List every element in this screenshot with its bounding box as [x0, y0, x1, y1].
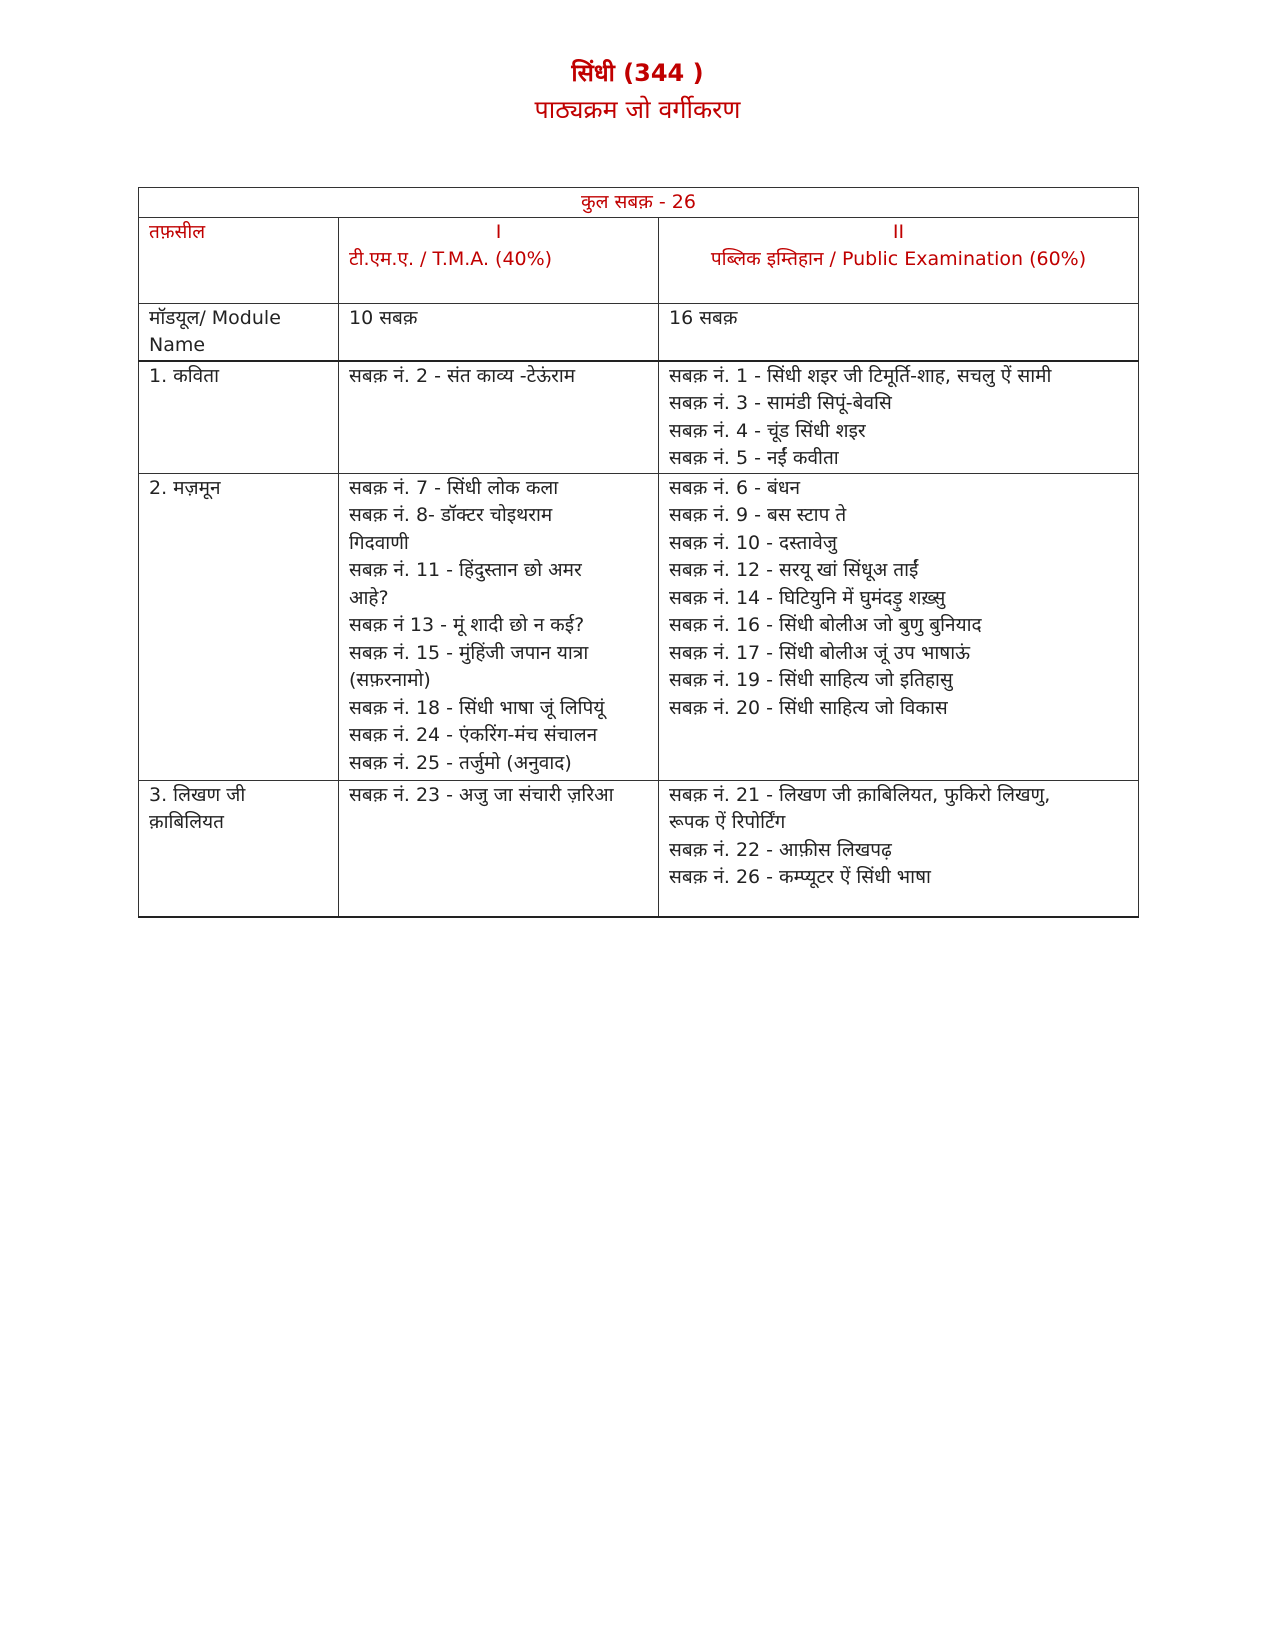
- lesson-line: 1. कविता: [149, 364, 219, 387]
- table-row: [139, 473, 1139, 780]
- public-exam-header-label: पब्लिक इम्तिहान / Public Examination (60%): [710, 248, 1087, 270]
- public-exam-lessons-cell: [659, 780, 1139, 917]
- tma-lessons-cell: [339, 361, 659, 474]
- lesson-line: सबक़ नं. 10 - दस्तावेजु: [669, 531, 837, 554]
- lesson-line: क़ाबिलियत: [149, 811, 224, 833]
- detail-header-cell: तफ़सील: [139, 217, 339, 303]
- syllabus-table: [138, 187, 1139, 918]
- table-row: [139, 780, 1139, 917]
- tma-lessons-cell: [339, 473, 659, 780]
- page-title: सिंधी (344 ): [571, 59, 704, 87]
- lesson-line: सबक़ नं. 14 - घिटियुनि में घुमंदड़ु शख़्सु: [669, 586, 946, 609]
- lesson-line: सबक़ नं. 24 - एंकरिंग-मंच संचालन: [349, 724, 598, 746]
- module-name-label-cell: [139, 303, 339, 361]
- lesson-line: रूपक ऐं रिपोर्टिंग: [669, 811, 786, 833]
- lesson-line: (सफ़रनामो): [349, 669, 431, 691]
- tma-lessons-cell: [339, 780, 659, 917]
- tma-header-cell: [339, 217, 659, 303]
- module-cell: [139, 361, 339, 474]
- total-lessons-row: [139, 188, 1139, 218]
- lesson-line: सबक़ नं. 19 - सिंधी साहित्य जो इतिहासु: [669, 669, 953, 691]
- lesson-line: सबक़ नं. 7 - सिंधी लोक कला: [349, 476, 559, 499]
- table-row: [139, 361, 1139, 474]
- table-header-row: [139, 217, 1139, 303]
- lesson-line: आहे?: [349, 586, 389, 609]
- lesson-line: 3. लिखण जी: [149, 783, 246, 806]
- total-lessons-cell: कुल सबक़ - 26: [139, 188, 1139, 218]
- lesson-line: सबक़ नं. 22 - आफ़ीस लिखपढ़: [669, 838, 892, 861]
- module-name-row: [139, 303, 1139, 361]
- page-subtitle: पाठ्यक्रम जो वर्गीकरण: [534, 95, 741, 124]
- lesson-line: सबक़ नं. 23 - अजु जा संचारी ज़रिआ: [349, 783, 614, 806]
- tma-roman-numeral: I: [495, 220, 502, 243]
- public-lesson-count: 16 सबक़: [659, 303, 1139, 361]
- lesson-line: गिदवाणी: [349, 531, 409, 554]
- lesson-line: सबक़ नं. 25 - तर्जुमो (अनुवाद): [349, 751, 572, 774]
- lesson-line: सबक़ नं. 26 - कम्प्यूटर ऐं सिंधी भाषा: [669, 866, 931, 888]
- lesson-line: सबक़ नं. 3 - सामंडी सिपूं-बेवसि: [669, 392, 892, 414]
- tma-header-label: टी.एम.ए. / T.M.A. (40%): [349, 248, 553, 270]
- lesson-line: सबक़ नं. 9 - बस स्टाप ते: [669, 504, 847, 526]
- public-exam-roman-numeral: II: [892, 220, 905, 243]
- public-exam-header-cell: [659, 217, 1139, 303]
- module-label-line: मॉडयूल/ Module: [149, 306, 281, 329]
- lesson-line: सबक़ नं. 18 - सिंधी भाषा जूं लिपियूं: [349, 696, 605, 719]
- lesson-line: सबक़ नं. 1 - सिंधी शइर जी टिमूर्ति-शाह, सचलु ऐं सामी: [669, 364, 1052, 387]
- lesson-line: सबक़ नं. 15 - मुंहिंजी जपान यात्रा: [349, 641, 589, 664]
- tma-lesson-count: 10 सबक़: [339, 303, 659, 361]
- lesson-line: सबक़ नं. 16 - सिंधी बोलीअ जो बुणु बुनियाद: [669, 614, 982, 636]
- module-label-line: Name: [149, 334, 206, 356]
- document-header: [0, 56, 1275, 130]
- lesson-line: सबक़ नं. 5 - नईं कवीता: [669, 447, 839, 469]
- lesson-line: सबक़ नं. 17 - सिंधी बोलीअ जूं उप भाषाऊं: [669, 641, 971, 664]
- lesson-line: सबक़ नं. 12 - सरयू खां सिंधूअ ताईं: [669, 559, 919, 581]
- module-cell: [139, 780, 339, 917]
- lesson-line: सबक़ नं. 6 - बंधन: [669, 476, 801, 499]
- lesson-line: सबक़ नं. 11 - हिंदुस्तान छो अमर: [349, 559, 582, 581]
- lesson-line: सबक़ नं. 2 - संत काव्य -टेऊंराम: [349, 364, 576, 387]
- lesson-line: सबक़ नं. 20 - सिंधी साहित्य जो विकास: [669, 696, 948, 719]
- public-exam-lessons-cell: [659, 361, 1139, 474]
- lesson-line: सबक़ नं. 4 - चूंड सिंधी शइर: [669, 419, 866, 442]
- public-exam-lessons-cell: [659, 473, 1139, 780]
- module-cell: [139, 473, 339, 780]
- lesson-line: सबक़ नं. 8- डॉक्टर चोइथराम: [349, 504, 553, 526]
- module-rows: [139, 361, 1139, 918]
- lesson-line: 2. मज़मून: [149, 476, 221, 499]
- lesson-line: सबक़ नं 13 - मूं शादी छो न कई?: [349, 614, 585, 636]
- lesson-line: सबक़ नं. 21 - लिखण जी क़ाबिलियत, फुकिरो लिखणु,: [669, 783, 1051, 806]
